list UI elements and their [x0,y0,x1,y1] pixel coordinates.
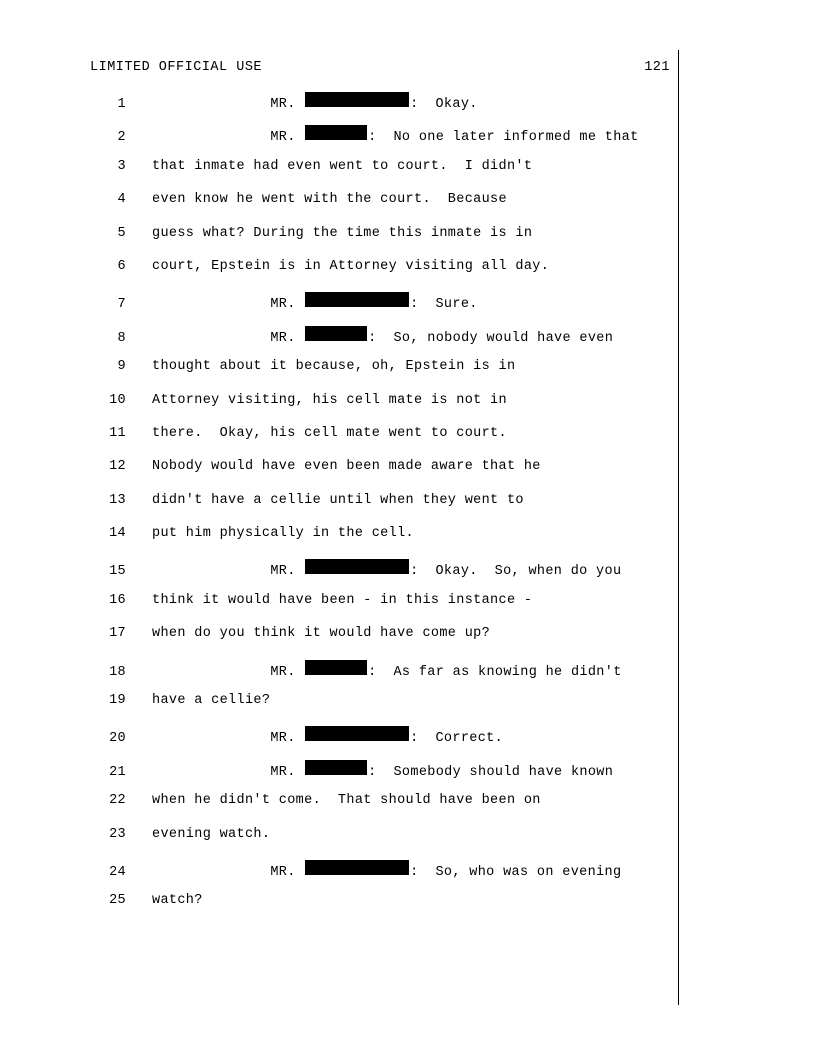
transcript-line [90,827,680,860]
line-text [126,326,680,346]
text-segment: : Somebody should have known [368,764,614,780]
text-segment: thought about it because, oh, Epstein is in [152,359,516,375]
text-segment: court, Epstein is in Attorney visiting all day. [152,258,550,274]
text-segment: there. Okay, his cell mate went to court. [152,425,507,441]
text-segment: MR. [152,130,305,146]
page-header [90,60,670,75]
line-text [126,860,680,880]
classification-label: LIMITED OFFICIAL USE [90,60,263,75]
line-text [126,760,680,780]
text-segment: MR. [152,564,305,580]
text-segment: MR. [152,330,305,346]
transcript-line [90,459,680,492]
line-number: 17 [109,626,126,642]
text-segment: Attorney visiting, his cell mate is not in [152,392,507,408]
line-text [126,292,680,312]
transcript-line [90,860,680,893]
transcript-line [90,726,680,759]
text-segment: : Correct. [410,731,504,747]
transcript-line [90,292,680,325]
line-number: 5 [117,225,126,241]
text-segment: didn't have a cellie until when they went to [152,492,524,508]
redaction-box [305,660,367,675]
transcript-line [90,226,680,259]
line-text [126,393,680,408]
line-text [126,426,680,441]
redaction-box [305,760,367,775]
transcript-line [90,125,680,158]
line-number: 21 [109,764,126,780]
transcript-line [90,159,680,192]
line-number: 9 [117,359,126,375]
transcript-body [90,92,680,927]
transcript-line [90,660,680,693]
redaction-box [305,92,409,107]
transcript-line [90,693,680,726]
text-segment: MR. [152,764,305,780]
text-segment: have a cellie? [152,693,271,709]
transcript-line [90,393,680,426]
text-segment: : No one later informed me that [368,130,639,146]
text-segment: evening watch. [152,826,271,842]
text-segment: when he didn't come. That should have been on [152,793,541,809]
redaction-box [305,559,409,574]
line-text [126,125,680,145]
redaction-box [305,726,409,741]
line-number: 7 [117,297,126,313]
text-segment: : Sure. [410,297,478,313]
text-segment: MR. [152,731,305,747]
line-number: 16 [109,592,126,608]
text-segment: : Okay. [410,97,478,112]
transcript-line [90,526,680,559]
line-text [126,226,680,241]
line-text [126,359,680,374]
text-segment: Nobody would have even been made aware that he [152,459,541,475]
text-segment: : So, who was on evening [410,864,622,880]
line-number: 15 [109,564,126,580]
text-segment: MR. [152,97,305,112]
line-number: 10 [109,392,126,408]
line-text [126,593,680,608]
text-segment: guess what? During the time this inmate is in [152,225,533,241]
text-segment: that inmate had even went to court. I didn't [152,158,533,174]
line-text [126,827,680,842]
line-text [126,693,680,708]
line-text [126,726,680,746]
line-text [126,526,680,541]
text-segment: : Okay. So, when do you [410,564,622,580]
transcript-line [90,559,680,592]
redaction-box [305,125,367,140]
line-number: 11 [109,425,126,441]
line-number: 3 [117,158,126,174]
line-text [126,459,680,474]
text-segment: MR. [152,864,305,880]
line-number: 20 [109,731,126,747]
line-text [126,660,680,680]
text-segment: : As far as knowing he didn't [368,664,622,680]
transcript-line [90,192,680,225]
line-number: 13 [109,492,126,508]
line-text [126,192,680,207]
text-segment: think it would have been - in this instance - [152,592,533,608]
transcript-line [90,326,680,359]
line-text [126,92,680,112]
line-text [126,626,680,641]
transcript-line [90,760,680,793]
transcript-line [90,793,680,826]
transcript-line [90,92,680,125]
transcript-line [90,493,680,526]
line-number: 23 [109,826,126,842]
transcript-line [90,626,680,659]
text-segment: when do you think it would have come up? [152,626,491,642]
line-number: 12 [109,459,126,475]
line-text [126,159,680,174]
line-number: 4 [117,192,126,208]
text-segment: : So, nobody would have even [368,330,614,346]
transcript-line [90,593,680,626]
line-number: 19 [109,693,126,709]
page-number: 121 [644,60,670,75]
text-segment: watch? [152,893,203,909]
text-segment: put him physically in the cell. [152,526,414,542]
line-number: 25 [109,893,126,909]
line-text [126,559,680,579]
line-number: 1 [117,97,126,112]
line-number: 24 [109,864,126,880]
line-number: 14 [109,526,126,542]
line-text [126,793,680,808]
redaction-box [305,860,409,875]
transcript-line [90,426,680,459]
text-segment: even know he went with the court. Because [152,192,507,208]
line-number: 22 [109,793,126,809]
line-number: 8 [117,330,126,346]
transcript-line [90,893,680,926]
transcript-line [90,259,680,292]
line-number: 2 [117,130,126,146]
redaction-box [305,292,409,307]
line-number: 6 [117,258,126,274]
line-text [126,493,680,508]
redaction-box [305,326,367,341]
line-number: 18 [109,664,126,680]
text-segment: MR. [152,664,305,680]
line-text [126,893,680,908]
text-segment: MR. [152,297,305,313]
line-text [126,259,680,274]
transcript-line [90,359,680,392]
